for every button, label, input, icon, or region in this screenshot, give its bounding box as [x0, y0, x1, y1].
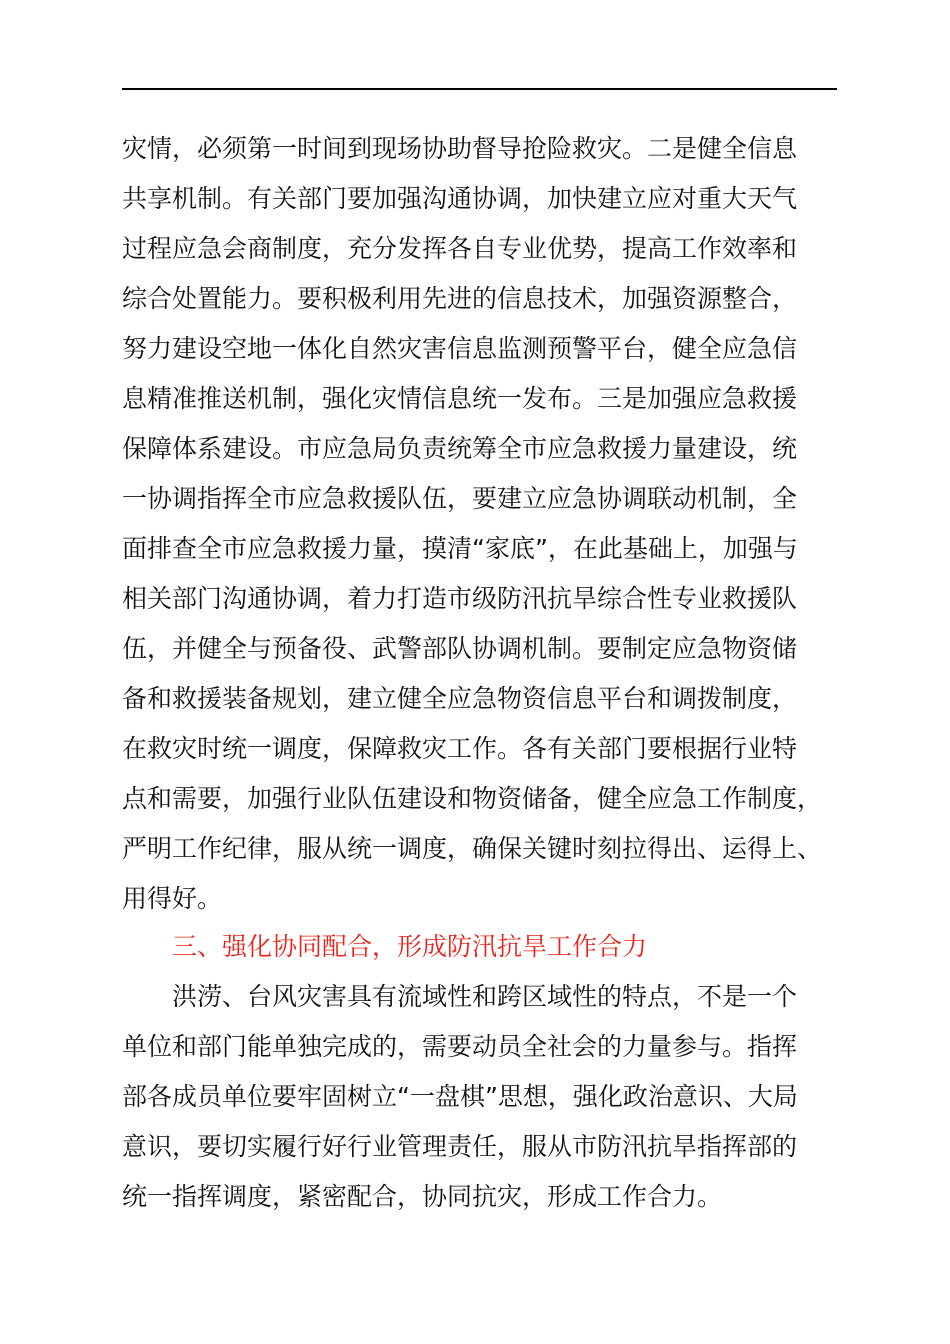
- paragraph-line: 备和救援装备规划，建立健全应急物资信息平台和调拨制度，: [122, 684, 798, 713]
- paragraph-line: 部各成员单位要牢固树立“一盘棋”思想，强化政治意识、大局: [122, 1082, 798, 1111]
- paragraph-line: 共享机制。有关部门要加强沟通协调，加快建立应对重大天气: [122, 184, 798, 213]
- paragraph-line: 过程应急会商制度，充分发挥各自专业优势，提高工作效率和: [122, 234, 798, 263]
- paragraph-line: 严明工作纪律，服从统一调度，确保关键时刻拉得出、运得上、: [122, 834, 823, 863]
- section-heading: 三、强化协同配合，形成防汛抗旱工作合力: [172, 932, 648, 961]
- paragraph-line: 灾情，必须第一时间到现场协助督导抢险救灾。二是健全信息: [122, 134, 798, 163]
- paragraph-line: 点和需要，加强行业队伍建设和物资储备，健全应急工作制度，: [122, 784, 823, 813]
- paragraph-line: 一协调指挥全市应急救援队伍，要建立应急协调联动机制，全: [122, 484, 798, 513]
- paragraph-line: 意识，要切实履行好行业管理责任，服从市防汛抗旱指挥部的: [122, 1132, 798, 1161]
- paragraph-line: 努力建设空地一体化自然灾害信息监测预警平台，健全应急信: [122, 334, 798, 363]
- paragraph-line: 伍，并健全与预备役、武警部队协调机制。要制定应急物资储: [122, 634, 798, 663]
- paragraph-line: 息精准推送机制，强化灾情信息统一发布。三是加强应急救援: [122, 384, 798, 413]
- paragraph-line: 保障体系建设。市应急局负责统筹全市应急救援力量建设，统: [122, 434, 798, 463]
- paragraph-line: 用得好。: [122, 884, 223, 913]
- paragraph-line: 在救灾时统一调度，保障救灾工作。各有关部门要根据行业特: [122, 734, 798, 763]
- paragraph-line: 单位和部门能单独完成的，需要动员全社会的力量参与。指挥: [122, 1032, 798, 1061]
- header-rule: [122, 88, 837, 90]
- paragraph-line: 综合处置能力。要积极利用先进的信息技术，加强资源整合，: [122, 284, 798, 313]
- paragraph-line: 相关部门沟通协调，着力打造市级防汛抗旱综合性专业救援队: [122, 584, 798, 613]
- paragraph-line: 统一指挥调度，紧密配合，协同抗灾，形成工作合力。: [122, 1182, 723, 1211]
- paragraph-line: 面排查全市应急救援力量，摸清“家底”，在此基础上，加强与: [122, 534, 798, 563]
- paragraph-line: 洪涝、台风灾害具有流域性和跨区域性的特点，不是一个: [172, 982, 798, 1011]
